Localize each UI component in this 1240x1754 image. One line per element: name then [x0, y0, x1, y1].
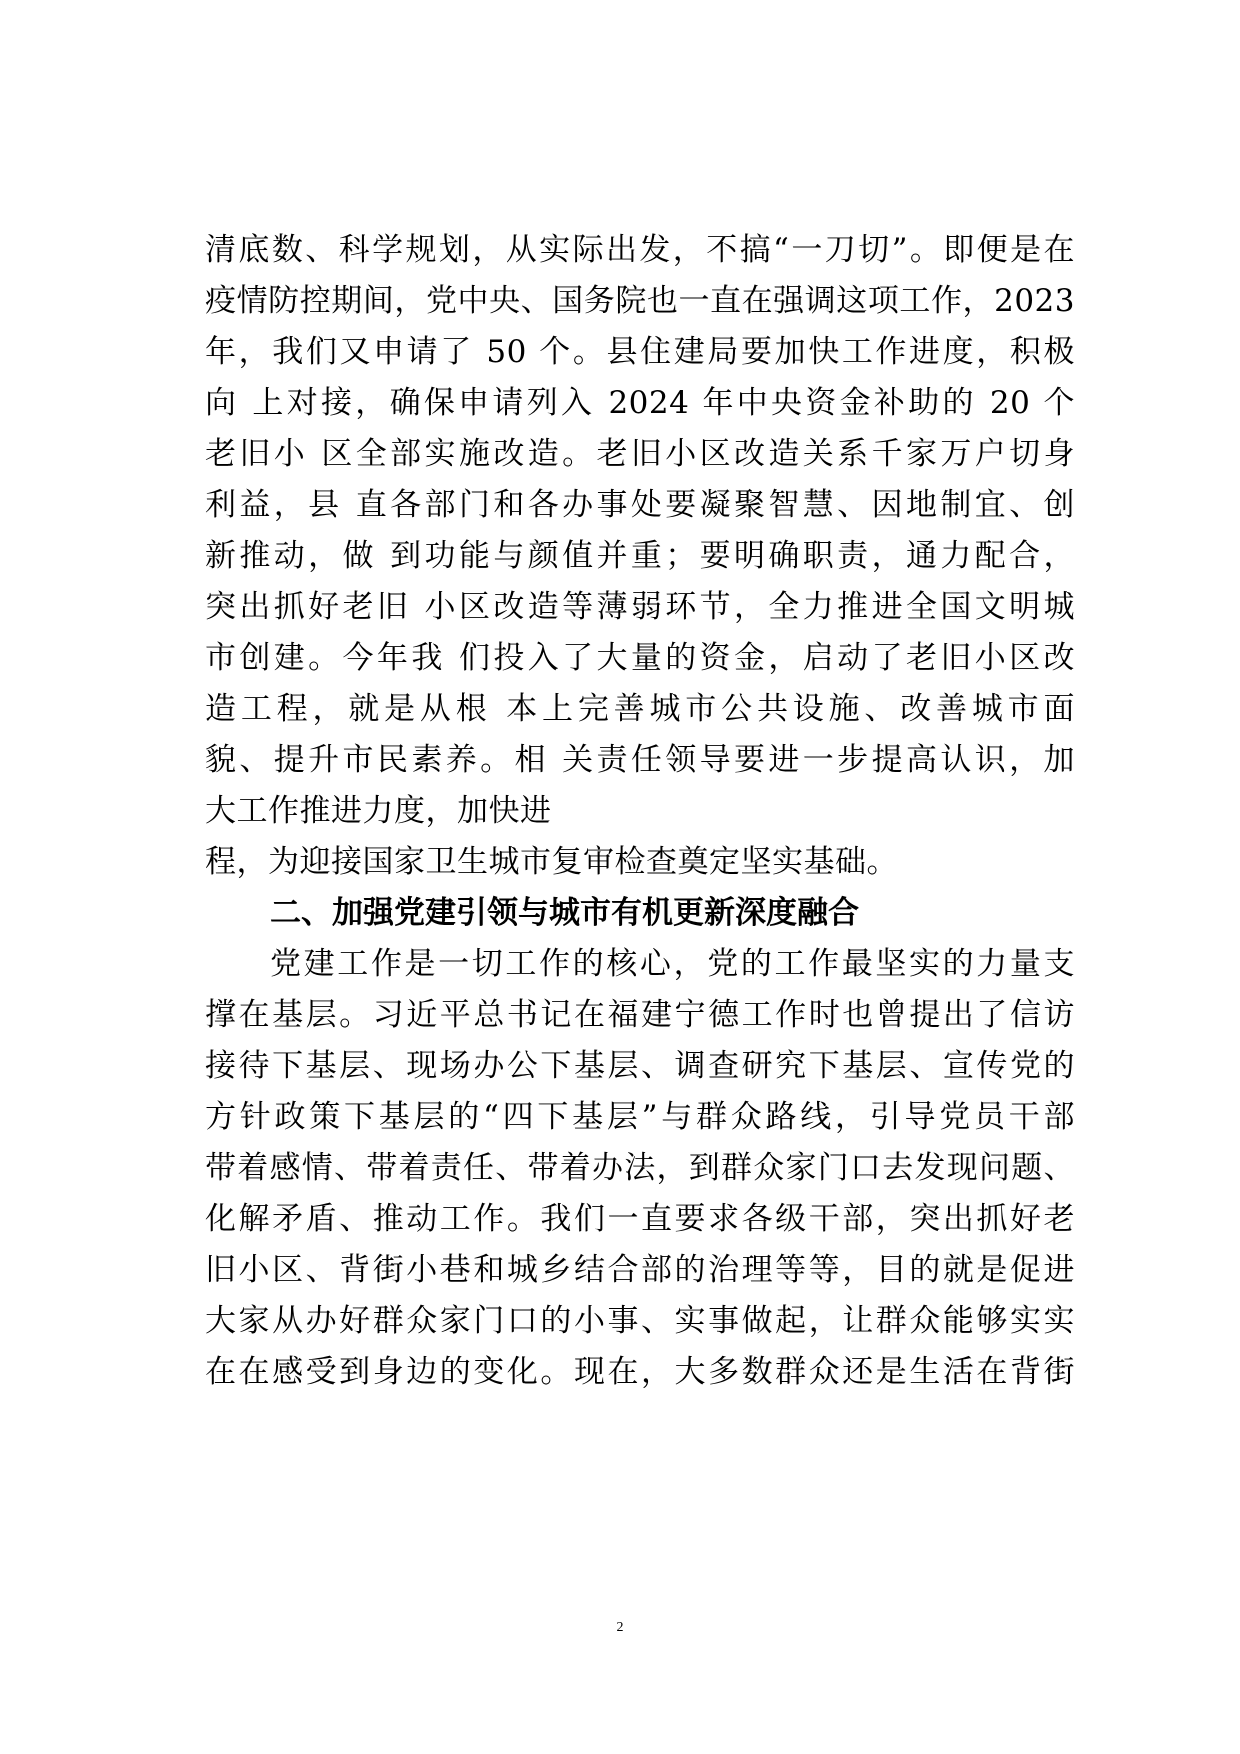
text-line: 突出抓好老旧 小区改造等薄弱环节，全力推进全国文明城 [205, 589, 1075, 625]
text-line: 在在感受到身边的变化。现在，大多数群众还是生活在背街 [205, 1354, 1075, 1390]
text-line: 向 上对接，确保申请列入 2024 年中央资金补助的 20 个 [205, 385, 1075, 421]
text-line: 疫情防控期间，党中央、国务院也一直在强调这项工作，2023 [205, 283, 1075, 319]
text-line: 貌、提升市民素养。相 关责任领导要进一步提高认识，加 [205, 742, 1075, 778]
text-line: 带着感情、带着责任、带着办法，到群众家门口去发现问题、 [205, 1150, 1075, 1186]
text-line: 接待下基层、现场办公下基层、调查研究下基层、宣传党的 [205, 1048, 1075, 1084]
text-line: 方针政策下基层的“四下基层”与群众路线，引导党员干部 [205, 1099, 1075, 1135]
text-line: 清底数、科学规划，从实际出发，不搞“一刀切”。即便是在 [205, 232, 1075, 268]
text-line: 撑在基层。习近平总书记在福建宁德工作时也曾提出了信访 [205, 997, 1075, 1033]
text-line: 利益，县 直各部门和各办事处要凝聚智慧、因地制宜、创 [205, 487, 1075, 523]
text-line: 年，我们又申请了 50 个。县住建局要加快工作进度，积极 [205, 334, 1075, 370]
text-line: 党建工作是一切工作的核心，党的工作最坚实的力量支 [270, 946, 1075, 982]
text-line: 化解矛盾、推动工作。我们一直要求各级干部，突出抓好老 [205, 1201, 1075, 1237]
section-heading: 二、加强党建引领与城市有机更新深度融合 [270, 895, 859, 931]
text-line: 大工作推进力度，加快进 [205, 793, 552, 829]
text-line: 老旧小 区全部实施改造。老旧小区改造关系千家万户切身 [205, 436, 1075, 472]
text-line: 市创建。今年我 们投入了大量的资金，启动了老旧小区改 [205, 640, 1075, 676]
page-number: 2 [616, 1620, 624, 1635]
text-line: 大家从办好群众家门口的小事、实事做起，让群众能够实实 [205, 1303, 1075, 1339]
text-line: 旧小区、背街小巷和城乡结合部的治理等等，目的就是促进 [205, 1252, 1075, 1288]
text-line: 造工程，就是从根 本上完善城市公共设施、改善城市面 [205, 691, 1075, 727]
text-line: 新推动，做 到功能与颜值并重；要明确职责，通力配合， [205, 538, 1075, 574]
text-line: 程，为迎接国家卫生城市复审检查奠定坚实基础。 [205, 844, 898, 880]
